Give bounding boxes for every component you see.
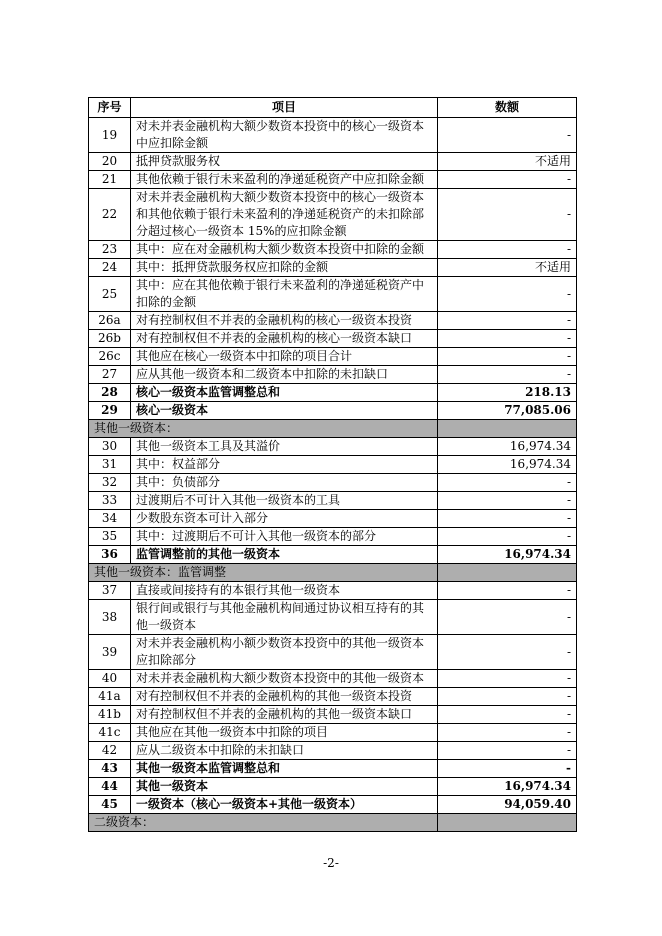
table-row [89, 277, 577, 312]
row-item: 其中：过渡期后不可计入其他一级资本的部分 [131, 528, 438, 546]
row-value: - [438, 688, 577, 706]
row-number: 19 [89, 118, 131, 153]
row-number: 21 [89, 171, 131, 189]
row-item: 抵押贷款服务权 [131, 153, 438, 171]
table-row [89, 348, 577, 366]
table-row [89, 600, 577, 635]
row-number: 23 [89, 241, 131, 259]
row-value: - [438, 670, 577, 688]
row-value: - [438, 241, 577, 259]
row-item: 一级资本（核心一级资本+其他一级资本） [131, 796, 438, 814]
row-number: 35 [89, 528, 131, 546]
table-row [89, 688, 577, 706]
row-number: 26b [89, 330, 131, 348]
table-header-row [89, 98, 577, 118]
row-number: 30 [89, 438, 131, 456]
row-value: - [438, 348, 577, 366]
row-item: 其中：抵押贷款服务权应扣除的金额 [131, 259, 438, 277]
row-value: - [438, 635, 577, 670]
row-value: - [438, 706, 577, 724]
table-row [89, 474, 577, 492]
section-label: 二级资本： [89, 814, 438, 832]
row-value: - [438, 582, 577, 600]
capital-disclosure-table [88, 97, 577, 832]
row-value: 16,974.34 [438, 546, 577, 564]
row-value: - [438, 312, 577, 330]
row-number: 29 [89, 402, 131, 420]
row-item: 其中：应在其他依赖于银行未来盈利的净递延税资产中扣除的金额 [131, 277, 438, 312]
row-number: 45 [89, 796, 131, 814]
row-number: 41a [89, 688, 131, 706]
table-row [89, 582, 577, 600]
row-item: 对有控制权但不并表的金融机构的其他一级资本投资 [131, 688, 438, 706]
row-item: 直接或间接持有的本银行其他一级资本 [131, 582, 438, 600]
row-item: 对有控制权但不并表的金融机构的核心一级资本投资 [131, 312, 438, 330]
row-value: - [438, 330, 577, 348]
section-label: 其他一级资本：监管调整 [89, 564, 438, 582]
row-item: 其他依赖于银行未来盈利的净递延税资产中应扣除金额 [131, 171, 438, 189]
row-value: - [438, 510, 577, 528]
row-value: - [438, 600, 577, 635]
row-value: 218.13 [438, 384, 577, 402]
row-value: - [438, 742, 577, 760]
row-number: 33 [89, 492, 131, 510]
row-number: 24 [89, 259, 131, 277]
section-label: 其他一级资本： [89, 420, 438, 438]
section-amount-cell [438, 814, 577, 832]
table-row [89, 259, 577, 277]
page-number: -2- [323, 856, 339, 870]
row-value: - [438, 118, 577, 153]
row-number: 26c [89, 348, 131, 366]
table-row [89, 456, 577, 474]
row-item: 其中：应在对金融机构大额少数资本投资中扣除的金额 [131, 241, 438, 259]
row-number: 42 [89, 742, 131, 760]
row-value: 16,974.34 [438, 456, 577, 474]
table-row [89, 438, 577, 456]
row-number: 28 [89, 384, 131, 402]
table-row [89, 241, 577, 259]
table-row [89, 330, 577, 348]
table-row [89, 778, 577, 796]
row-item: 对未并表金融机构大额少数资本投资中的核心一级资本和其他依赖于银行未来盈利的净递延税资产的未扣除部分超过核心一级资本 15%的应扣除金额 [131, 189, 438, 241]
section-row [89, 420, 577, 438]
table-row [89, 171, 577, 189]
row-number: 37 [89, 582, 131, 600]
row-value: - [438, 277, 577, 312]
table-row [89, 384, 577, 402]
row-item: 核心一级资本 [131, 402, 438, 420]
row-value: 不适用 [438, 153, 577, 171]
row-number: 31 [89, 456, 131, 474]
row-value: - [438, 760, 577, 778]
row-number: 43 [89, 760, 131, 778]
row-number: 22 [89, 189, 131, 241]
row-item: 对未并表金融机构大额少数资本投资中的其他一级资本 [131, 670, 438, 688]
header-item: 项目 [131, 98, 438, 118]
row-number: 44 [89, 778, 131, 796]
row-value: - [438, 171, 577, 189]
row-value: - [438, 474, 577, 492]
table-row [89, 724, 577, 742]
header-value: 数额 [438, 98, 577, 118]
row-item: 其中：负债部分 [131, 474, 438, 492]
row-value: 77,085.06 [438, 402, 577, 420]
row-item: 对未并表金融机构大额少数资本投资中的核心一级资本中应扣除金额 [131, 118, 438, 153]
row-item: 少数股东资本可计入部分 [131, 510, 438, 528]
row-number: 41b [89, 706, 131, 724]
row-number: 39 [89, 635, 131, 670]
table-row [89, 796, 577, 814]
row-item: 应从二级资本中扣除的未扣缺口 [131, 742, 438, 760]
table-row [89, 670, 577, 688]
row-value: 16,974.34 [438, 778, 577, 796]
table-row [89, 706, 577, 724]
row-number: 25 [89, 277, 131, 312]
row-item: 其他一级资本 [131, 778, 438, 796]
row-number: 41c [89, 724, 131, 742]
row-item: 其他一级资本监管调整总和 [131, 760, 438, 778]
row-number: 36 [89, 546, 131, 564]
table-row [89, 510, 577, 528]
row-item: 银行间或银行与其他金融机构间通过协议相互持有的其他一级资本 [131, 600, 438, 635]
row-value: 16,974.34 [438, 438, 577, 456]
table-row [89, 742, 577, 760]
row-item: 对有控制权但不并表的金融机构的核心一级资本缺口 [131, 330, 438, 348]
row-item: 其他一级资本工具及其溢价 [131, 438, 438, 456]
row-number: 38 [89, 600, 131, 635]
row-value: - [438, 189, 577, 241]
table-row [89, 402, 577, 420]
row-item: 其他应在核心一级资本中扣除的项目合计 [131, 348, 438, 366]
row-item: 过渡期后不可计入其他一级资本的工具 [131, 492, 438, 510]
header-no: 序号 [89, 98, 131, 118]
table-row [89, 366, 577, 384]
row-item: 其中：权益部分 [131, 456, 438, 474]
row-value: - [438, 492, 577, 510]
row-value: 94,059.40 [438, 796, 577, 814]
row-number: 20 [89, 153, 131, 171]
table-row [89, 189, 577, 241]
row-value: 不适用 [438, 259, 577, 277]
row-value: - [438, 528, 577, 546]
row-number: 40 [89, 670, 131, 688]
row-item: 对未并表金融机构小额少数资本投资中的其他一级资本应扣除部分 [131, 635, 438, 670]
table-row [89, 118, 577, 153]
row-item: 其他应在其他一级资本中扣除的项目 [131, 724, 438, 742]
table-row [89, 760, 577, 778]
table-row [89, 312, 577, 330]
table-row [89, 492, 577, 510]
table-row [89, 635, 577, 670]
section-row [89, 564, 577, 582]
row-item: 对有控制权但不并表的金融机构的其他一级资本缺口 [131, 706, 438, 724]
section-amount-cell [438, 420, 577, 438]
row-item: 应从其他一级资本和二级资本中扣除的未扣缺口 [131, 366, 438, 384]
row-value: - [438, 366, 577, 384]
table-row [89, 546, 577, 564]
row-item: 监管调整前的其他一级资本 [131, 546, 438, 564]
row-number: 26a [89, 312, 131, 330]
row-item: 核心一级资本监管调整总和 [131, 384, 438, 402]
row-number: 32 [89, 474, 131, 492]
table-row [89, 153, 577, 171]
table-row [89, 528, 577, 546]
row-number: 34 [89, 510, 131, 528]
row-number: 27 [89, 366, 131, 384]
row-value: - [438, 724, 577, 742]
section-row [89, 814, 577, 832]
section-amount-cell [438, 564, 577, 582]
